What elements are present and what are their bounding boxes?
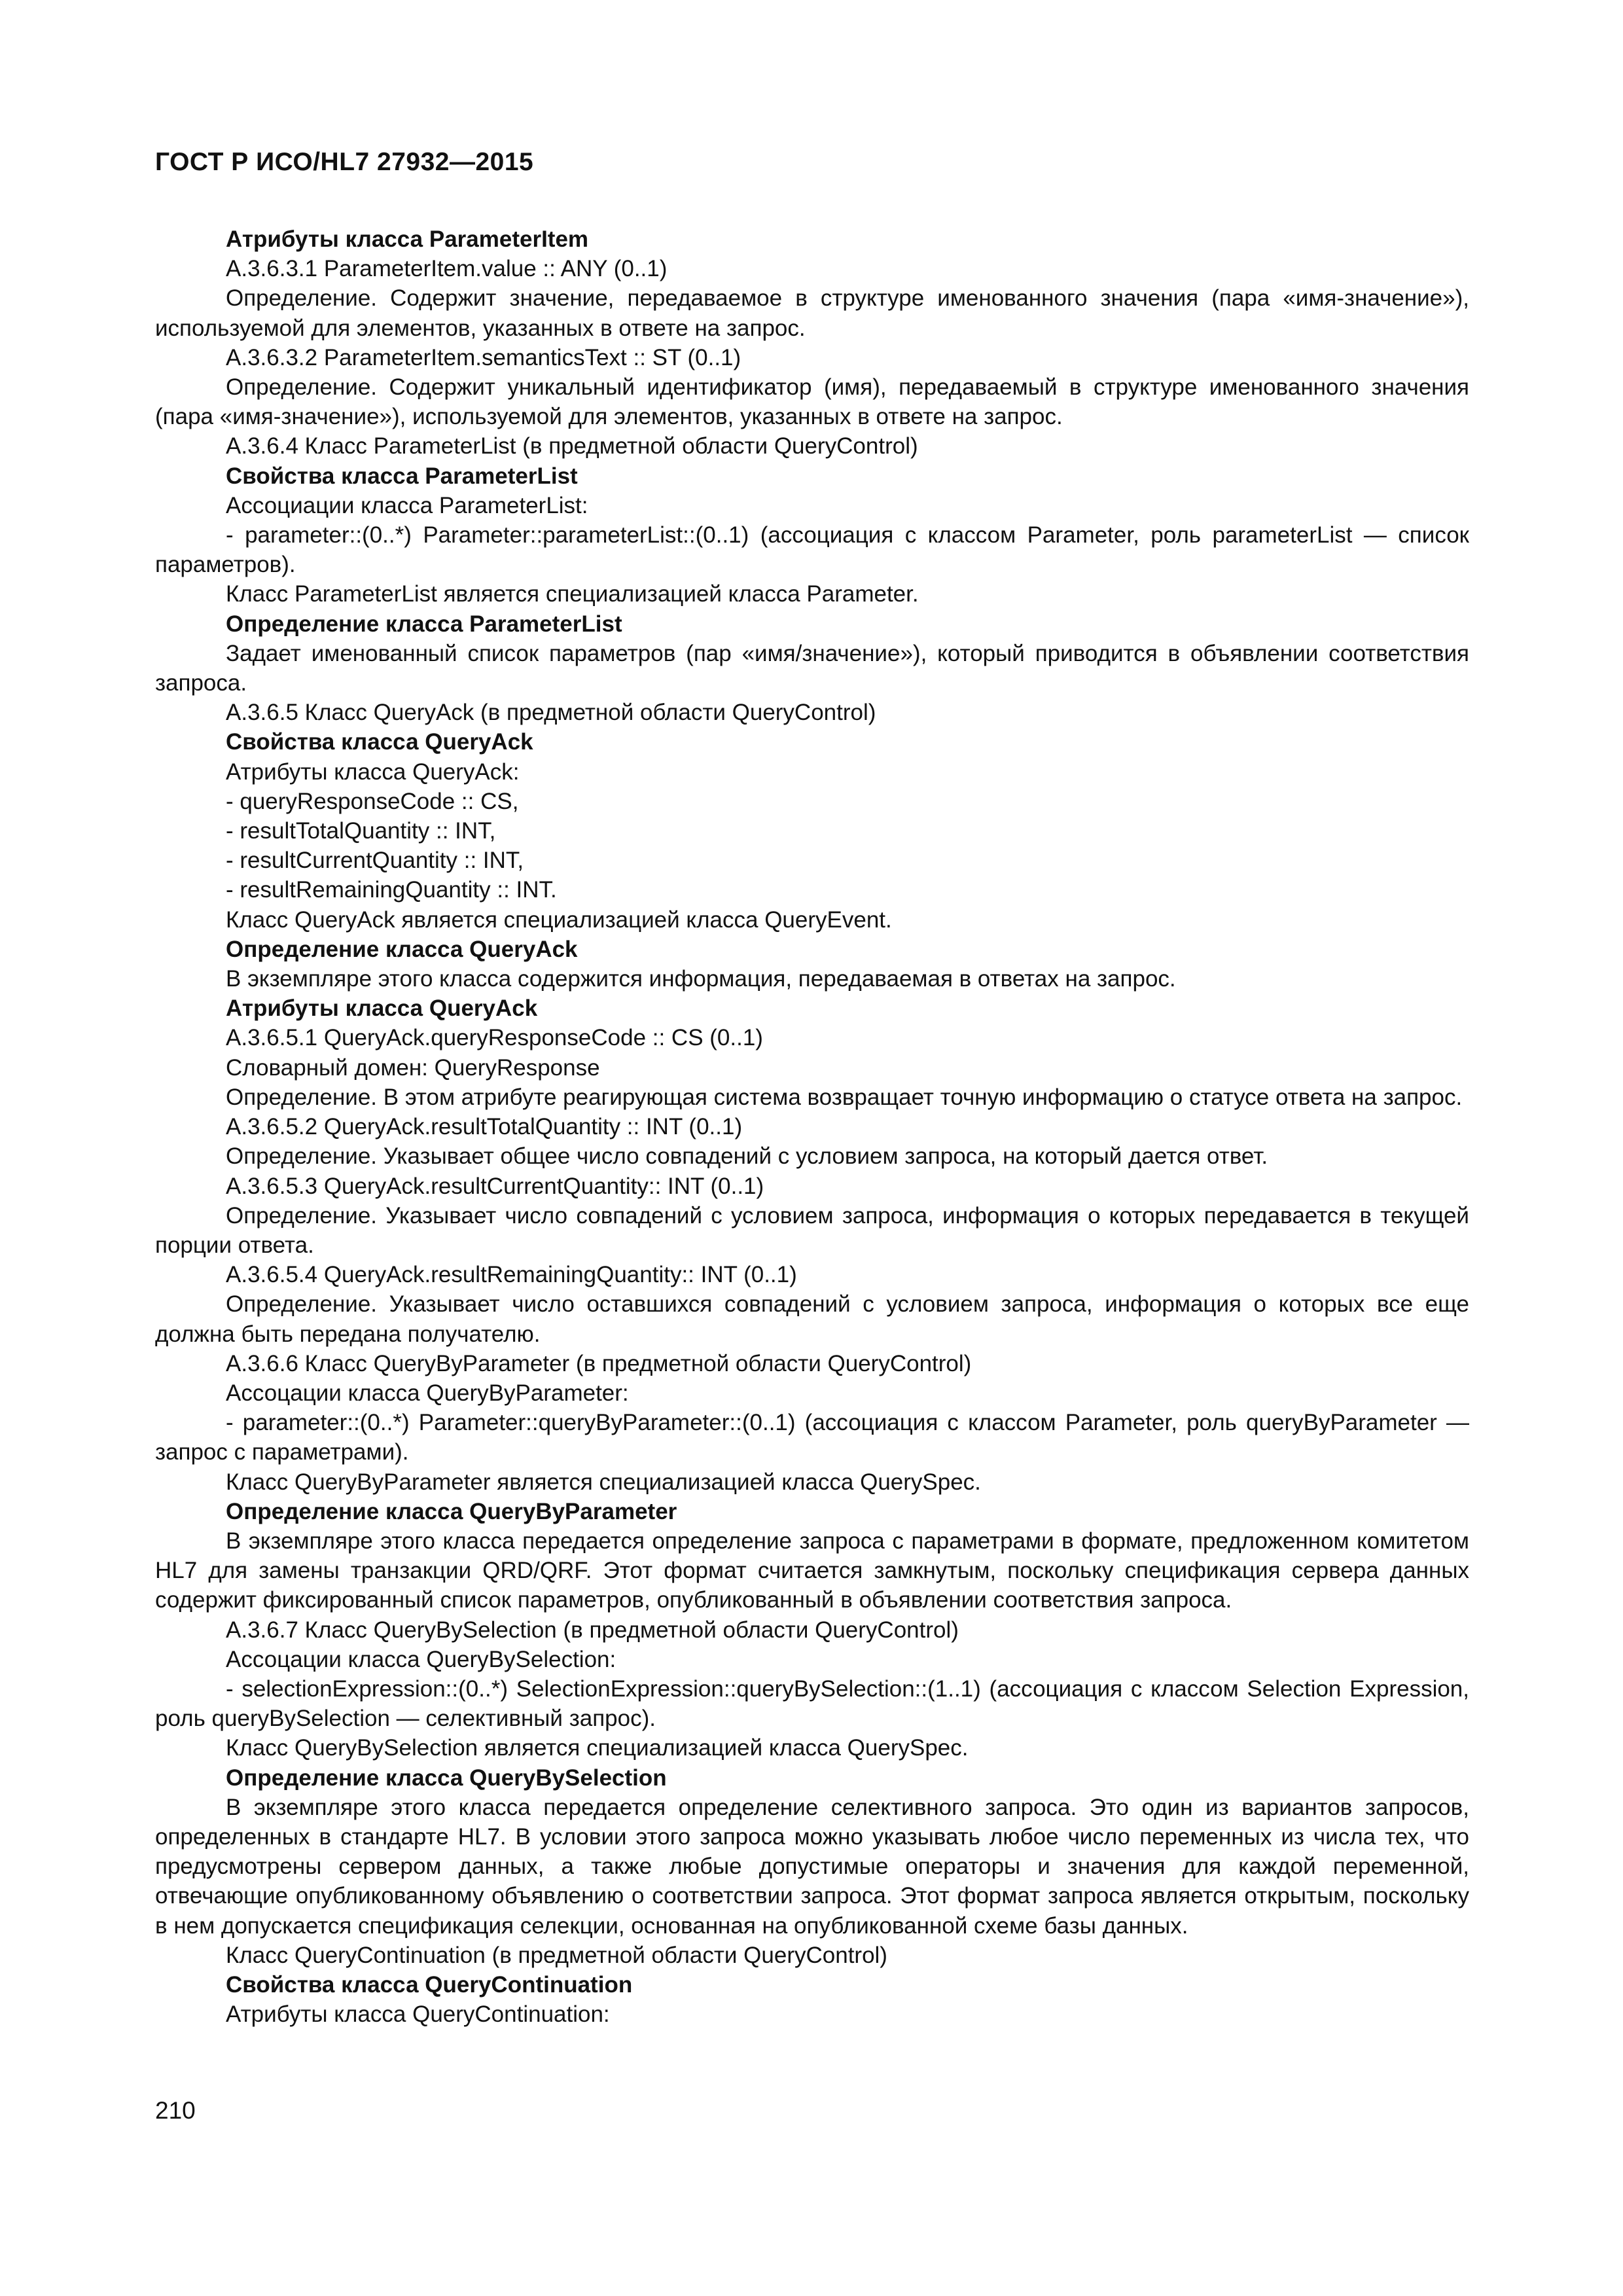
body-paragraph: Класс ParameterList является специализацией класса Parameter. [226,581,919,607]
body-paragraph: A.3.6.3.1 ParameterItem.value :: ANY (0..1) [226,256,668,282]
section-heading: Свойства класса QueryContinuation [226,1971,633,1998]
section-heading: Свойства класса QueryAck [226,729,533,755]
body-paragraph: A.3.6.5.3 QueryAck.resultCurrentQuantity:: INT (0..1) [226,1173,764,1199]
page-number: 210 [155,2097,196,2124]
document-header: ГОСТ Р ИСО/HL7 27932—2015 [155,148,534,176]
body-paragraph: В экземпляре этого класса передается определение селективного запроса. Это один из вариантов запросов, определенных в стандарте HL7. В условии этого запроса можно указывать любое число переменных из числа тех, что предусмотрены сервером данных, а также любые допустимые операторы и значения для каждой переменной, отвечающие опубликованному объявлению о соответствии запроса. Этот формат запроса является открытым, поскольку в нем допускается спецификация селекции, основанная на опубликованной схеме базы данных. [155,1794,1469,1939]
section-heading: Определение класса QueryAck [226,936,578,962]
section-heading: Определение класса QueryByParameter [226,1498,677,1524]
body-paragraph: - parameter::(0..*) Parameter::queryByParameter::(0..1) (ассоциация с классом Parameter, роль queryByParameter — запрос с параметрами). [155,1410,1469,1465]
body-paragraph: Класс QueryAck является специализацией класса QueryEvent. [226,906,892,933]
section-heading: Определение класса QueryBySelection [226,1765,667,1791]
body-paragraph: В экземпляре этого класса содержится информация, передаваемая в ответах на запрос. [226,966,1176,992]
body-paragraph: Атрибуты класса QueryContinuation: [226,2001,610,2028]
body-paragraph: Ассоцации класса QueryBySelection: [226,1646,616,1672]
body-paragraph: - queryResponseCode :: CS, [226,788,519,814]
body-paragraph: - resultRemainingQuantity :: INT. [226,877,557,903]
body-paragraph: Ассоциации класса ParameterList: [226,492,588,518]
body-paragraph: - parameter::(0..*) Parameter::parameterList::(0..1) (ассоциация с классом Parameter, роль parameterList — список параметров). [155,522,1469,578]
body-paragraph: Класс QueryBySelection является специализацией класса QuerySpec. [226,1735,969,1761]
body-paragraph: Ассоцации класса QueryByParameter: [226,1380,629,1406]
body-paragraph: - resultTotalQuantity :: INT, [226,818,496,844]
body-paragraph: A.3.6.5.4 QueryAck.resultRemainingQuantity:: INT (0..1) [226,1262,797,1288]
body-paragraph: - resultCurrentQuantity :: INT, [226,848,524,874]
body-paragraph: Атрибуты класса QueryAck: [226,759,520,785]
body-paragraph: A.3.6.3.2 ParameterItem.semanticsText :: ST (0..1) [226,344,741,370]
body-paragraph: Определение. В этом атрибуте реагирующая система возвращает точную информацию о статусе ответа на запрос. [226,1084,1463,1110]
body-paragraph: Определение. Указывает число оставшихся совпадений с условием запроса, информация о которых все еще должна быть передана получателю. [155,1291,1469,1347]
body-paragraph: Определение. Указывает общее число совпадений с условием запроса, на который дается ответ. [226,1143,1268,1170]
body-paragraph: Определение. Содержит уникальный идентификатор (имя), передаваемый в структуре именованного значения (пара «имя-значение»), используемой для элементов, указанных в ответе на запрос. [155,374,1469,430]
body-paragraph: В экземпляре этого класса передается определение запроса с параметрами в формате, предложенном комитетом HL7 для замены транзакции QRD/QRF. Этот формат считается замкнутым, поскольку спецификация сервера данных содержит фиксированный список параметров, опубликованный в объявлении соответствия запроса. [155,1528,1469,1613]
section-heading: Атрибуты класса ParameterItem [226,226,589,252]
body-paragraph: Задает именованный список параметров (пар «имя/значение»), который приводится в объявлении соответствия запроса. [155,640,1469,696]
body-paragraph: A.3.6.5.2 QueryAck.resultTotalQuantity :: INT (0..1) [226,1114,743,1140]
body-paragraph: - selectionExpression::(0..*) SelectionExpression::queryBySelection::(1..1) (ассоциация с классом Selection Expression, роль queryBySelection — селективный запрос). [155,1676,1469,1732]
body-paragraph: A.3.6.5 Класс QueryAck (в предметной области QueryControl) [226,700,876,726]
body-paragraph: Определение. Указывает число совпадений с условием запроса, информация о которых передавается в текущей порции ответа. [155,1202,1469,1258]
body-paragraph: A.3.6.6 Класс QueryByParameter (в предметной области QueryControl) [226,1350,972,1376]
section-heading: Свойства класса ParameterList [226,463,578,489]
section-heading: Атрибуты класса QueryAck [226,996,538,1022]
body-paragraph: A.3.6.7 Класс QueryBySelection (в предметной области QueryControl) [226,1617,959,1643]
body-paragraph: A.3.6.5.1 QueryAck.queryResponseCode :: CS (0..1) [226,1025,763,1051]
section-heading: Определение класса ParameterList [226,611,622,637]
body-paragraph: A.3.6.4 Класс ParameterList (в предметной области QueryControl) [226,433,918,459]
body-paragraph: Определение. Содержит значение, передаваемое в структуре именованного значения (пара «имя-значение»), используемой для элементов, указанных в ответе на запрос. [155,285,1469,341]
body-paragraph: Класс QueryByParameter является специализацией класса QuerySpec. [226,1469,981,1495]
document-body [155,224,1469,2029]
body-paragraph: Словарный домен: QueryResponse [226,1054,600,1081]
body-paragraph: Класс QueryContinuation (в предметной области QueryControl) [226,1942,887,1968]
